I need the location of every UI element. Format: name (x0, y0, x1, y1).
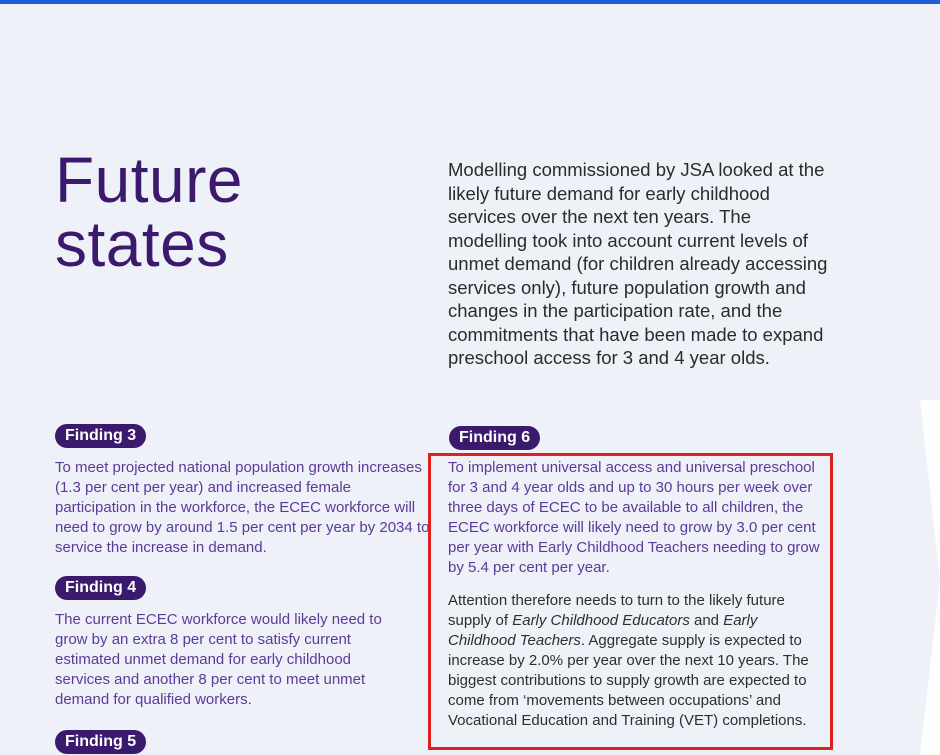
finding-6-text-2-emphasis-educators: Early Childhood Educators (512, 612, 690, 629)
finding-3-text: To meet projected national population growth increases (1.3 per cent per year) and increased female participation in the workforce, the ECEC workforce will need to grow by around 1.5 per cent per year by 2034 to service the increase in demand. (55, 459, 430, 556)
finding-6-text-2 (448, 591, 826, 731)
page-title-line-2: states (55, 208, 229, 280)
finding-6-badge: Finding 6 (449, 426, 540, 450)
intro-paragraph: Modelling commissioned by JSA looked at the likely future demand for early childhood services over the next ten years. The modelling took into account current levels of unmet demand (for children already accessing services only), future population growth and changes in the participation rate, and the commitments that have been made to expand preschool access for 3 and 4 year olds. (448, 159, 828, 368)
finding-5-badge: Finding 5 (55, 730, 146, 754)
finding-6-text-1: To implement universal access and universal preschool for 3 and 4 year olds and up to 30 hours per week over three days of ECEC to be available to all children, the ECEC workforce will likely need to grow by 3.0 per cent per year with Early Childhood Teachers needing to grow by 5.4 per cent per year. (448, 459, 820, 576)
finding-6-text-2-part-a: Attention therefore needs to turn to the likely future supply of (448, 592, 785, 629)
finding-6-text-2-part-b: and (689, 612, 724, 629)
finding-3-badge: Finding 3 (55, 424, 146, 448)
decorative-chevron-shape (910, 400, 940, 755)
page-title-line-1: Future (55, 144, 243, 216)
page-title (55, 144, 243, 280)
finding-4-badge: Finding 4 (55, 576, 146, 600)
finding-4-text: The current ECEC workforce would likely need to grow by an extra 8 per cent to satisfy current estimated unmet demand for early childhood services and another 8 per cent to meet unmet demand for qualified workers. (55, 611, 382, 708)
finding-6-text-2-part-c: . Aggregate supply is expected to increase by 2.0% per year over the next 10 years. The biggest contributions to supply growth are expected to come from ‘movements between occupations’ and Vocational Education and Training (VET) completions. (448, 632, 809, 729)
finding-6-text-2-emphasis-teachers: Early Childhood Teachers (448, 612, 758, 649)
top-accent-bar (0, 0, 940, 4)
